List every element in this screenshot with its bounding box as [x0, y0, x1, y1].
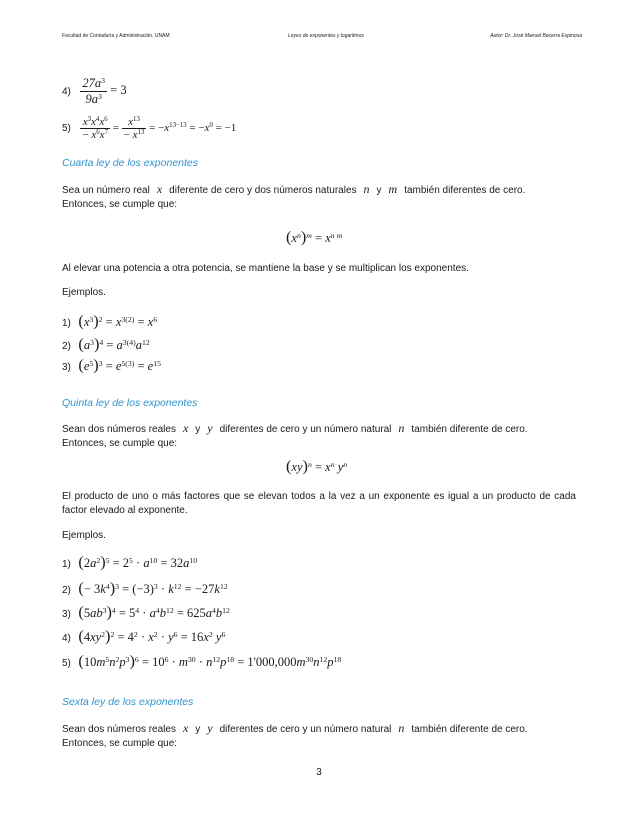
section-heading-6: Sexta ley de los exponentes [62, 696, 194, 708]
header-center: Leyes de exponentes y logaritmos [288, 33, 364, 39]
section5-statement: El producto de uno o más factores que se elevan todos a la vez a un exponente es igual a un producto de cada factor elevado al exponente. [62, 491, 576, 516]
law4-example-3: 3) $(e^5)^3 = e^{5(3)} = e^{15}$ [62, 356, 161, 374]
law5-example-1: 1) $(2a^2)^5 = 2^5 \cdot a^{10} = 32a^{10}$ [62, 553, 198, 571]
section6-intro: Sean dos números reales x y y diferentes de cero y un número natural n también diferente de cero. Entonces, se cumple que: [62, 721, 528, 749]
section4-intro: Sea un número real x diferente de cero y dos números naturales n y m también diferentes de cero. Entonces, se cumple que: [62, 182, 526, 210]
top-example-5: 5) $\frac{x^3x^4x^6}{- x^6x^7}$ = $\frac{x^{13}}{- x^{13}}$ = $-x^{13-13} = -x^0 = -1$ [62, 116, 237, 141]
example-label: 4) [62, 86, 71, 98]
page-number: 3 [316, 767, 322, 778]
law5-example-5: 5) $(10m^5n^2p^3)^6 = 10^6 \cdot m^{30} \cdot n^{12}p^{18} = 1'000,000m^{30}n^{12}p^{18}$ [62, 652, 342, 670]
law5-formula: $(xy)^n = x^n$ $y^n$ [286, 457, 348, 475]
section-heading-4: Cuarta ley de los exponentes [62, 157, 199, 169]
law5-example-3: 3) $(5ab^3)^4 = 5^4 \cdot a^4b^{12} = 625a^4b^{12}$ [62, 603, 230, 621]
law4-example-1: 1) $(x^3)^2 = x^{3(2)} = x^6$ [62, 312, 158, 330]
section-heading-5: Quinta ley de los exponentes [62, 397, 198, 409]
header-right: Autor: Dr. José Manuel Becerra Espinosa [490, 33, 582, 39]
example-label: 5) [62, 123, 71, 135]
law5-example-2: 2) (− $3k^4)^3 = (-3)^3 \cdot k^{12} = -27k^{12}$ [62, 579, 228, 597]
section4-statement: Al elevar una potencia a otra potencia, se mantiene la base y se multiplican los exponentes. [62, 263, 469, 274]
law4-example-2: 2) $(a^3)^4 = a^{3(4)}a^{12}$ [62, 335, 150, 353]
section5-examples-label: Ejemplos. [62, 530, 106, 541]
header-left: Facultad de Contaduría y Administración. UNAM [62, 33, 170, 39]
law5-example-4: 4) $(4xy^2)^2 = 4^2 \cdot x^2 \cdot y^6 = 16x^2$ $y^6$ [62, 627, 226, 645]
section5-intro: Sean dos números reales x y y diferentes de cero y un número natural n también diferente de cero. Entonces, se cumple que: [62, 421, 528, 449]
top-example-4: 4) $\frac{27a^3}{9a^3}$ = 3 [62, 75, 127, 106]
law4-formula: $(x^n)^m = x^{n m}$ [286, 228, 343, 246]
section4-examples-label: Ejemplos. [62, 287, 106, 298]
